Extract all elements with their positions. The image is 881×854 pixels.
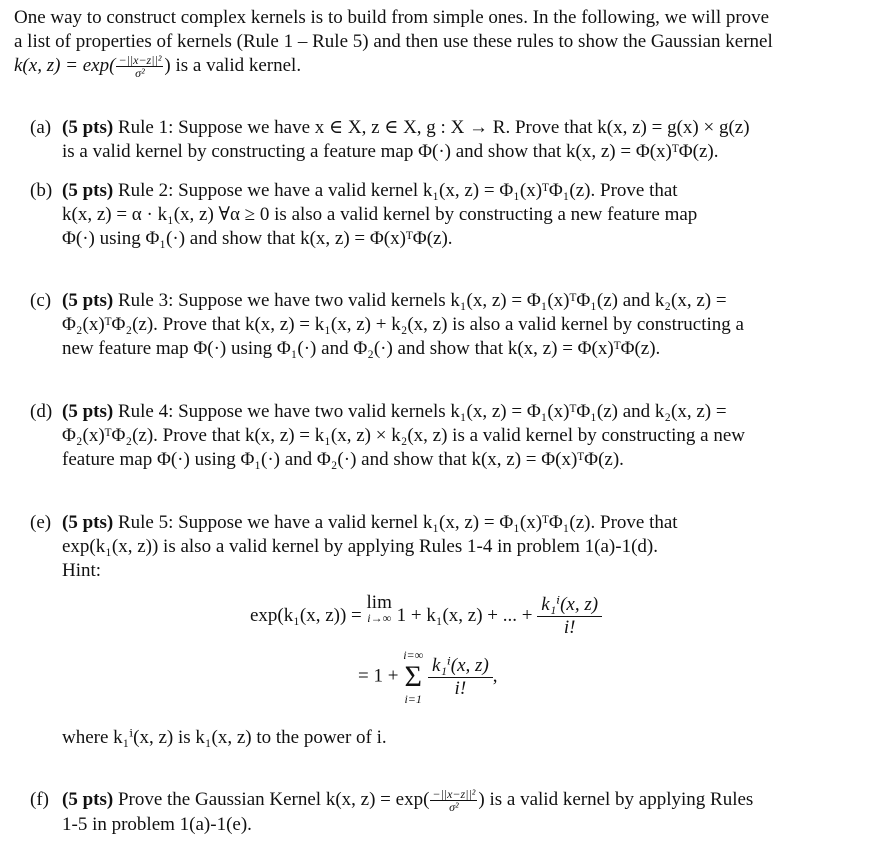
part-e-line-2: exp(k₁(x, z)) is also a valid kernel by applying Rules 1-4 in problem 1(a)-1(d). — [62, 536, 658, 557]
part-b-points: (5 pts) — [62, 180, 114, 201]
limit-operator — [367, 594, 392, 624]
equation-1-denominator: i! — [563, 617, 576, 638]
sigma-symbol: Σ — [404, 660, 422, 693]
part-f-gaussian-fraction — [430, 788, 477, 813]
part-f — [30, 788, 840, 838]
part-e-label: (e) — [30, 512, 52, 533]
part-c-label: (c) — [30, 290, 52, 311]
part-c-points: (5 pts) — [62, 290, 114, 311]
part-b-line-2: k(x, z) = α · k₁(x, z) ∀α ≥ 0 is also a valid kernel by constructing a new feature map — [62, 204, 698, 225]
where-text: where k₁ⁱ(x, z) is k₁(x, z) to the power of i. — [62, 727, 387, 748]
intro-paragraph — [14, 6, 844, 79]
fraction-denominator: σ² — [449, 800, 459, 815]
intro-line-1: One way to construct complex kernels is to build from simple ones. In the following, we will prove — [14, 7, 770, 28]
intro-line-2: a list of properties of kernels (Rule 1 – Rule 5) and then use these rules to show the Gaussian kernel — [14, 31, 773, 52]
part-d-label: (d) — [30, 401, 53, 422]
part-d-line-1: Rule 4: Suppose we have two valid kernels k₁(x, z) = Φ₁(x)ᵀΦ₁(z) and k₂(x, z) = — [117, 401, 727, 422]
hint-where-line — [30, 726, 840, 752]
hint-equation-block — [250, 594, 670, 714]
equation-1-lhs: exp(k₁(x, z)) = — [250, 604, 367, 626]
equation-1-fraction — [537, 594, 602, 639]
limit-subscript: i→∞ — [367, 611, 392, 625]
part-b-line-1: Rule 2: Suppose we have a valid kernel k₁(x, z) = Φ₁(x)ᵀΦ₁(z). Prove that — [117, 180, 678, 201]
part-d-line-3: feature map Φ(·) using Φ₁(·) and Φ₂(·) and show that k(x, z) = Φ(x)ᵀΦ(z). — [62, 449, 624, 470]
part-f-label: (f) — [30, 789, 49, 810]
part-d-line-2: Φ₂(x)ᵀΦ₂(z). Prove that k(x, z) = k₁(x, z) × k₂(x, z) is a valid kernel by constructing a new — [62, 425, 745, 446]
part-c-line-3: new feature map Φ(·) using Φ₁(·) and Φ₂(·) and show that k(x, z) = Φ(x)ᵀΦ(z). — [62, 338, 661, 359]
part-a-line-1: Rule 1: Suppose we have x ∈ X, z ∈ X, g : X → R. Prove that k(x, z) = g(x) × g(z) — [117, 117, 750, 138]
fraction-numerator: −||x−z||² — [118, 53, 162, 68]
equation-1-series: 1 + k₁(x, z) + ... + — [391, 604, 538, 626]
intro-line-3 — [14, 54, 844, 79]
part-f-points: (5 pts) — [62, 789, 114, 810]
hint-equation-2 — [358, 648, 498, 706]
fraction-numerator: −||x−z||² — [432, 787, 476, 802]
part-e-line-1: Rule 5: Suppose we have a valid kernel k₁(x, z) = Φ₁(x)ᵀΦ₁(z). Prove that — [117, 512, 678, 533]
limit-label: lim — [366, 592, 392, 613]
part-d-points: (5 pts) — [62, 401, 114, 422]
part-c-line-1: Rule 3: Suppose we have two valid kernels k₁(x, z) = Φ₁(x)ᵀΦ₁(z) and k₂(x, z) = — [117, 290, 727, 311]
fraction-denominator: σ² — [135, 66, 145, 81]
summation-upper: i=∞ — [403, 648, 424, 662]
equation-1-numerator: k₁ⁱ(x, z) — [537, 594, 602, 617]
part-a-label: (a) — [30, 117, 52, 138]
equation-2-denominator: i! — [454, 677, 467, 699]
part-c — [30, 289, 840, 363]
hint-equation-1 — [250, 594, 602, 639]
part-f-line-2: 1-5 in problem 1(a)-1(e). — [62, 814, 252, 836]
intro-kernel-def: k(x, z) = exp( — [14, 55, 116, 76]
equation-2-fraction — [428, 655, 493, 700]
part-b — [30, 179, 840, 253]
part-a-line-2: is a valid kernel by constructing a feature map Φ(·) and show that k(x, z) = Φ(x)ᵀΦ(z). — [62, 141, 719, 162]
part-a-points: (5 pts) — [62, 117, 114, 138]
part-a — [30, 116, 840, 166]
equation-2-numerator: k₁ⁱ(x, z) — [428, 655, 493, 678]
part-c-line-2: Φ₂(x)ᵀΦ₂(z). Prove that k(x, z) = k₁(x, z) + k₂(x, z) is also a valid kernel by constructing a — [62, 314, 744, 335]
part-e — [30, 511, 840, 585]
part-e-points: (5 pts) — [62, 512, 114, 533]
intro-line-3-end: ) is a valid kernel. — [164, 55, 302, 76]
summation-lower: i=1 — [404, 692, 422, 706]
part-e-hint: Hint: — [62, 560, 102, 581]
summation-operator — [403, 648, 423, 706]
part-b-label: (b) — [30, 180, 53, 201]
intro-gaussian-fraction — [116, 54, 163, 79]
part-f-line-1-end: ) is a valid kernel by applying Rules — [478, 789, 754, 810]
part-b-line-3: Φ(·) using Φ₁(·) and show that k(x, z) = Φ(x)ᵀΦ(z). — [62, 228, 453, 249]
part-f-line-1-start: Prove the Gaussian Kernel k(x, z) = exp( — [117, 789, 430, 810]
equation-2-prefix: = 1 + — [358, 665, 404, 687]
part-d — [30, 400, 840, 474]
equation-2-comma: , — [492, 665, 498, 687]
